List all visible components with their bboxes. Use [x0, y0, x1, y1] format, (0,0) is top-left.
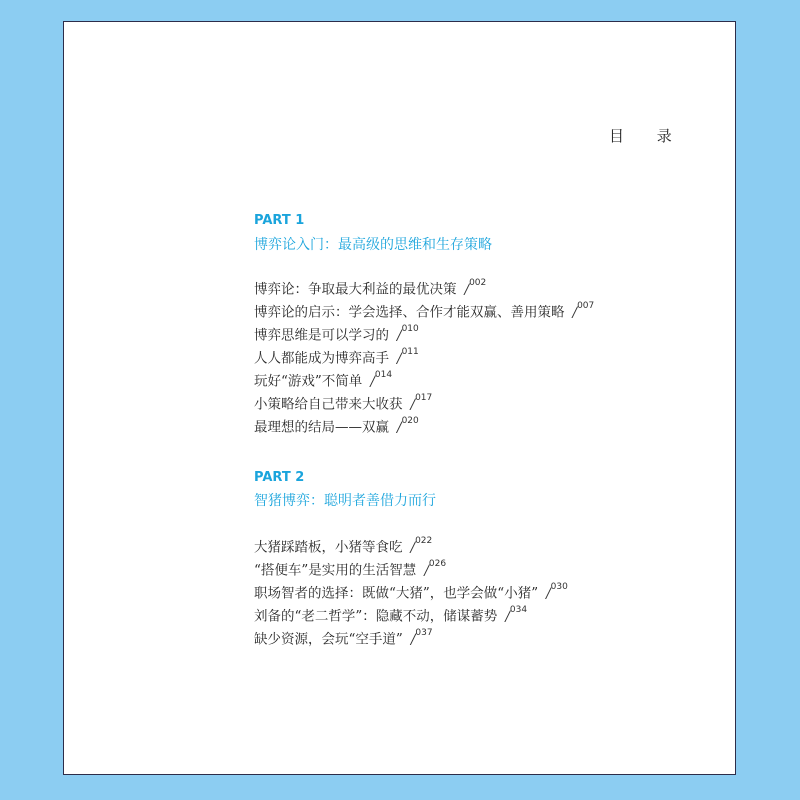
entry-text: 玩好“游戏”不简单 [254, 373, 363, 390]
toc-entry [254, 413, 419, 435]
part-1-label: PART 1 [254, 213, 305, 228]
entry-text: 小策略给自己带来大收获 [254, 396, 403, 413]
page-number: 037 [415, 628, 433, 638]
entry-text: “搭便车”是实用的生活智慧 [254, 562, 417, 579]
page-number: 017 [415, 393, 433, 403]
book-page [63, 21, 736, 775]
toc-entry [254, 275, 486, 297]
toc-entry [254, 321, 419, 343]
page-separator: / [397, 327, 402, 344]
entry-text: 职场智者的选择：既做“大猪”，也学会做“小猪” [254, 585, 539, 602]
entry-text: 最理想的结局——双赢 [254, 419, 389, 436]
page-number: 014 [374, 370, 393, 380]
page-number: 011 [401, 347, 419, 357]
part-1-title: 博弈论入门：最高级的思维和生存策略 [254, 237, 492, 253]
page-separator: / [410, 396, 416, 413]
page-number: 026 [428, 559, 447, 569]
page-number: 034 [509, 605, 528, 615]
entry-text: 博弈论的启示：学会选择、合作才能双赢、善用策略 [254, 304, 565, 321]
entry-text: 博弈论：争取最大利益的最优决策 [254, 281, 457, 298]
part-2-label: PART 2 [254, 470, 305, 485]
page-separator: / [546, 585, 551, 602]
toc-entry [254, 625, 433, 647]
entry-text: 大猪踩踏板，小猪等食吃 [254, 539, 403, 556]
entry-text: 博弈思维是可以学习的 [254, 327, 389, 344]
toc-entry [254, 390, 432, 412]
toc-entry [254, 579, 568, 601]
page-separator: / [370, 373, 375, 390]
page-separator: / [397, 419, 402, 436]
page-separator: / [410, 539, 416, 556]
page-number: 010 [401, 324, 419, 334]
toc-entry [254, 298, 594, 320]
toc-entry [254, 556, 446, 578]
toc-entry [254, 533, 432, 555]
page-number: 002 [469, 278, 487, 288]
toc-entry [254, 344, 419, 366]
page-separator: / [464, 281, 470, 298]
entry-text: 刘备的“老二哲学”：隐藏不动，储谋蓄势 [254, 608, 498, 625]
part-2-title: 智猪博弈：聪明者善借力而行 [254, 493, 436, 509]
toc-entry [254, 367, 392, 389]
page-separator: / [424, 562, 429, 579]
page-number: 030 [550, 582, 568, 592]
toc-title: 目 录 [609, 127, 686, 145]
page-number: 020 [401, 416, 419, 426]
page-separator: / [397, 350, 402, 367]
page-separator: / [505, 608, 510, 625]
toc-entry [254, 602, 527, 624]
page-number: 022 [415, 536, 433, 546]
entry-text: 人人都能成为博弈高手 [254, 350, 389, 367]
entry-text: 缺少资源，会玩“空手道” [254, 631, 403, 648]
page-separator: / [410, 631, 416, 648]
page-separator: / [572, 304, 578, 321]
page-number: 007 [577, 301, 595, 311]
